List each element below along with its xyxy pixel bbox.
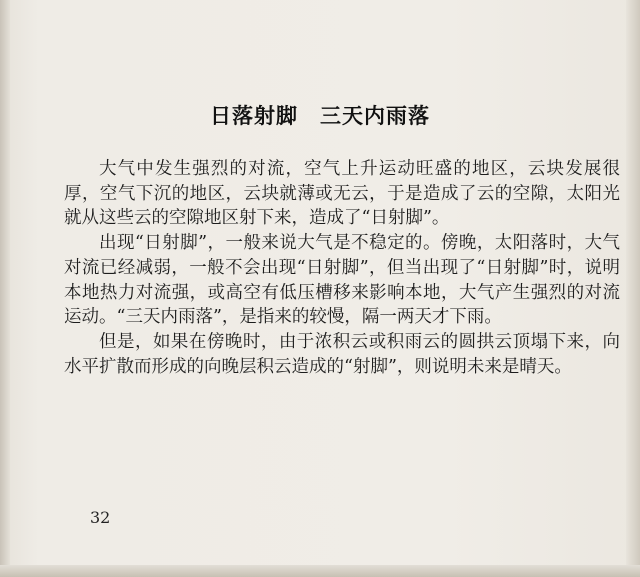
paragraph-3: 但是，如果在傍晚时，由于浓积云或积雨云的圆拱云顶塌下来，向水平扩散而形成的向晚层积云造成的“射脚”，则说明未来是晴天。 xyxy=(64,331,620,377)
paragraph-1: 大气中发生强烈的对流，空气上升运动旺盛的地区，云块发展很厚，空气下沉的地区，云块就薄或无云，于是造成了云的空隙，太阳光就从这些云的空隙地区射下来，造成了“日射脚”。 xyxy=(64,159,620,229)
page-left-edge xyxy=(0,0,10,577)
page-number: 32 xyxy=(90,508,111,527)
body-text xyxy=(64,157,620,379)
page-right-edge xyxy=(626,0,640,577)
page-bottom-edge xyxy=(0,565,640,577)
page-title: 日落射脚 三天内雨落 xyxy=(210,104,430,128)
paragraph-2: 出现“日射脚”，一般来说大气是不稳定的。傍晚，太阳落时，大气对流已经减弱，一般不会出现“日射脚”，但当出现了“日射脚”时，说明本地热力对流强，或高空有低压槽移来影响本地，大气产生强烈的对流运动。“三天内雨落”，是指来的较慢，隔一两天才下雨。 xyxy=(64,233,620,328)
